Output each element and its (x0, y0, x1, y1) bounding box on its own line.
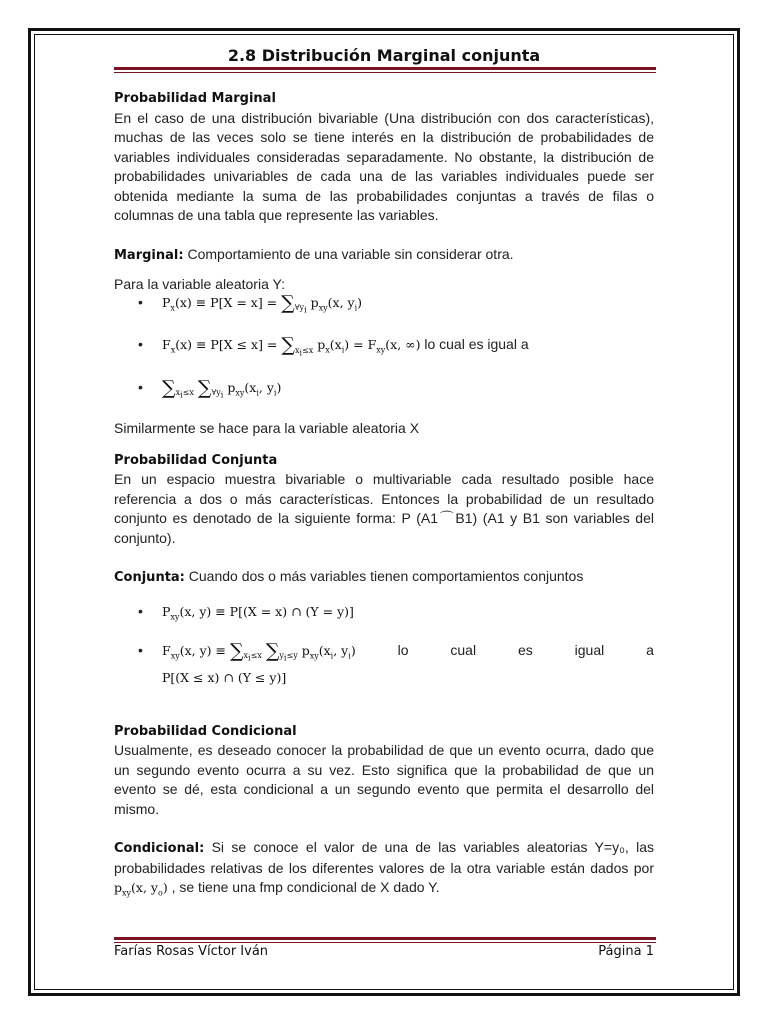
footer-author: Farías Rosas Víctor Iván (114, 944, 269, 959)
heading-marginal: Probabilidad Marginal (114, 91, 276, 106)
paragraph-condicional: Usualmente, es deseado conocer la probabilidad de que un evento ocurra, dado que un segundo evento ocurra a su vez. Esto significa que la probabilidad de que un evento se dé, esta condicional a un segundo evento que permita el desarrollo del mismo. (114, 742, 654, 817)
joint-word: lo (397, 641, 409, 658)
definition-text: Si se conoce el valor de una de las variables aleatorias Y=y₀, las probabilidades relativas de los diferentes valores de la otra variable están dados por (114, 839, 654, 876)
definition-text: Cuando dos o más variables tienen comportamientos conjuntos (184, 568, 584, 585)
heading-condicional: Probabilidad Condicional (114, 723, 297, 739)
formula-item (114, 335, 654, 363)
formula-item (114, 641, 654, 688)
definition-label: Conjunta: (114, 570, 185, 586)
formula-list-conjunta (114, 602, 654, 688)
formula-conditional: $p_{xy}(x$, $y_o$) (114, 880, 168, 898)
title-rule-thick (114, 67, 656, 70)
definition-text-end: , se tiene una fmp condicional de X dado Y. (167, 879, 440, 896)
definition-conjunta (114, 567, 654, 588)
page-title: 2.8 Distribución Marginal conjunta (227, 46, 541, 65)
definition-label: Marginal: (114, 247, 184, 263)
formula-item (114, 293, 654, 321)
definition-condicional (114, 838, 654, 903)
formula-marginal-cdf: $F_x(x) \equiv P[X \le x] = \sum_{x_i\le x}$ $p_x(x_i) = F_{xy}(x$, ∞) (162, 334, 421, 358)
footer-page-number: Página 1 (598, 944, 654, 959)
definition-text: Comportamiento de una variable sin considerar otra. (183, 245, 514, 262)
joint-word: cual (450, 641, 477, 658)
formula-joint-cdf-cont: P[(X ≤ x) ∩ (Y ≤ y)] (162, 670, 287, 686)
formula-item (114, 378, 654, 406)
paragraph-conjunta: En un espacio muestra bivariable o multivariable cada resultado posible hace referencia a dos o más características. Entonces la probabilidad de un resultado conjunto es denotado de la siguiente forma: P (A1⌒B1) (A1 y B1 son variables del conjunto). (114, 471, 654, 546)
joint-word: igual (574, 641, 605, 658)
intro-variable-y: Para la variable aleatoria Y: (114, 276, 285, 292)
definition-marginal (114, 245, 654, 266)
formula-suffix: lo cual es igual a (420, 336, 529, 353)
formula-marginal-pmf: $P_x(x) \equiv P[X = x] = \sum_{\forall y_i}$ $p_{xy}(x$, $y_i$) (162, 291, 363, 315)
footer-rule-thick (114, 937, 656, 940)
footer-rule-thin (114, 942, 656, 943)
formula-joint-cdf-line (162, 641, 654, 669)
formula-item (114, 602, 654, 627)
definition-label: Condicional: (114, 841, 205, 857)
title-rule-thin (114, 72, 656, 73)
joint-word: a (646, 641, 654, 658)
joint-word: es (517, 641, 533, 658)
formula-list-marginal (114, 293, 654, 406)
similar-note: Similarmente se hace para la variable aleatoria X (114, 420, 420, 437)
paragraph-marginal: En el caso de una distribución bivariable (Una distribución con dos características), muchas de las veces solo se tiene interés en la distribución de probabilidades de variables individuales consideradas separadamente. No obstante, la distribución de probabilidades univariables de cada una de las variables individuales puede ser obtenida mediante la suma de las probabilidades conjuntas a través de filas o columnas de una tabla que represente las variables. (114, 109, 654, 223)
formula-joint-cdf: • $F_{xy}(x$, $y) \equiv \sum_{x_i\le x}$ $\sum_{y_i\le y}$ $p_{xy}(x_i$, $y_i$) (162, 639, 356, 663)
formula-joint-pmf: $P_{xy}(x$, y) ≡ P[(X = x) ∩ (Y = y)] (162, 603, 354, 622)
heading-conjunta: Probabilidad Conjunta (114, 452, 278, 468)
formula-double-sum: $\sum_{x_i\le x}$ $\sum_{\forall y_i}$ $p_{xy}(x_i$, $y_i$) (162, 376, 282, 400)
document-body (114, 89, 654, 903)
